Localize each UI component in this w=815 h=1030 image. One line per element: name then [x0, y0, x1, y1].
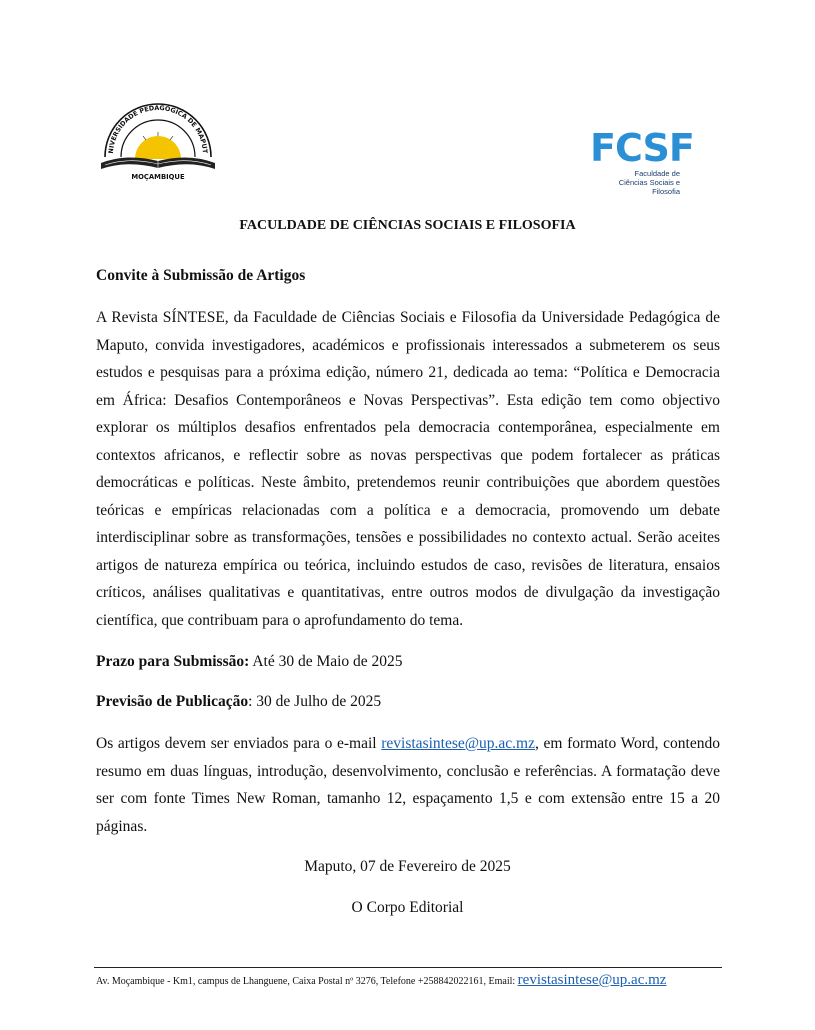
- faculty-heading: FACULDADE DE CIÊNCIAS SOCIAIS E FILOSOFIA: [239, 218, 576, 233]
- section-title: Convite à Submissão de Artigos: [96, 267, 306, 284]
- closing-date: Maputo, 07 de Fevereiro de 2025: [304, 858, 511, 875]
- deadline-value: Até 30 de Maio de 2025: [249, 653, 403, 670]
- deadline-line: [96, 653, 403, 671]
- fcsf-logo-mark: FCSF: [590, 126, 694, 170]
- fcsf-logo-line2: Ciências Sociais e Filosofia: [618, 178, 680, 196]
- fcsf-logo-line1: Faculdade de: [634, 169, 680, 178]
- publication-line: [96, 693, 381, 711]
- footer-email-link[interactable]: revistasintese@up.ac.mz: [517, 972, 667, 988]
- footer-divider: [94, 967, 722, 968]
- publication-label: Previsão de Publicação: [96, 693, 249, 710]
- footer: [96, 972, 666, 989]
- fcsf-logo: [590, 126, 694, 198]
- submission-text-start: Os artigos devem ser enviados para o e-mail: [96, 735, 382, 752]
- publication-value: : 30 de Julho de 2025: [248, 693, 382, 710]
- intro-paragraph: A Revista SÍNTESE, da Faculdade de Ciências Sociais e Filosofia da Universidade Pedagógica de Maputo, convida investigadores, académicos e profissionais interessados a submeterem os seus estudos e pesquisas para a próxima edição, número 21, dedicada ao tema: “Política e Democracia em África: Desafios Contemporâneos e Novas Perspectivas”. Esta edição tem como objectivo explorar os múltiplos desafios enfrentados pela democracia contemporânea, especialmente em contextos africanos, e reflectir sobre as novas perspectivas que podem fortalecer as práticas democráticas e políticas. Neste âmbito, pretendemos reunir contribuições que abordem questões teóricas e empíricas relacionadas com a política e a democracia, promovendo um debate interdisciplinar sobre as transformações, tensões e possibilidades no contexto actual. Serão aceites artigos de natureza empírica ou teórica, incluindo estudos de caso, revisões de literatura, ensaios críticos, análises qualitativas e quantitativas, entre outros modos de divulgação da investigação científica, que contribuam para o aprofundamento do tema.: [96, 309, 720, 629]
- university-logo-country: MOÇAMBIQUE: [131, 173, 185, 181]
- deadline-label: Prazo para Submissão:: [96, 653, 250, 670]
- fcsf-logo-caption: [596, 169, 680, 196]
- submission-email-link[interactable]: revistasintese@up.ac.mz: [381, 735, 535, 752]
- closing-signature: O Corpo Editorial: [351, 899, 464, 916]
- footer-address: Av. Moçambique - Km1, campus de Lhanguene, Caixa Postal nº 3276, Telefone +258842022161, Email:: [96, 976, 518, 987]
- university-logo: [97, 103, 219, 185]
- submission-paragraph: [96, 730, 720, 840]
- submission-text-end: , em formato Word, contendo resumo em duas línguas, introdução, desenvolvimento, conclusão e referências. A formatação deve ser com fonte Times New Roman, tamanho 12, espaçamento 1,5 e com extensão entre 15 a 20 páginas.: [96, 735, 720, 835]
- svg-text:UNIVERSIDADE PEDAGÓGICA DE MAP: NIVERSIDADE PEDAGÓGICA DE MAPUT: [106, 103, 210, 154]
